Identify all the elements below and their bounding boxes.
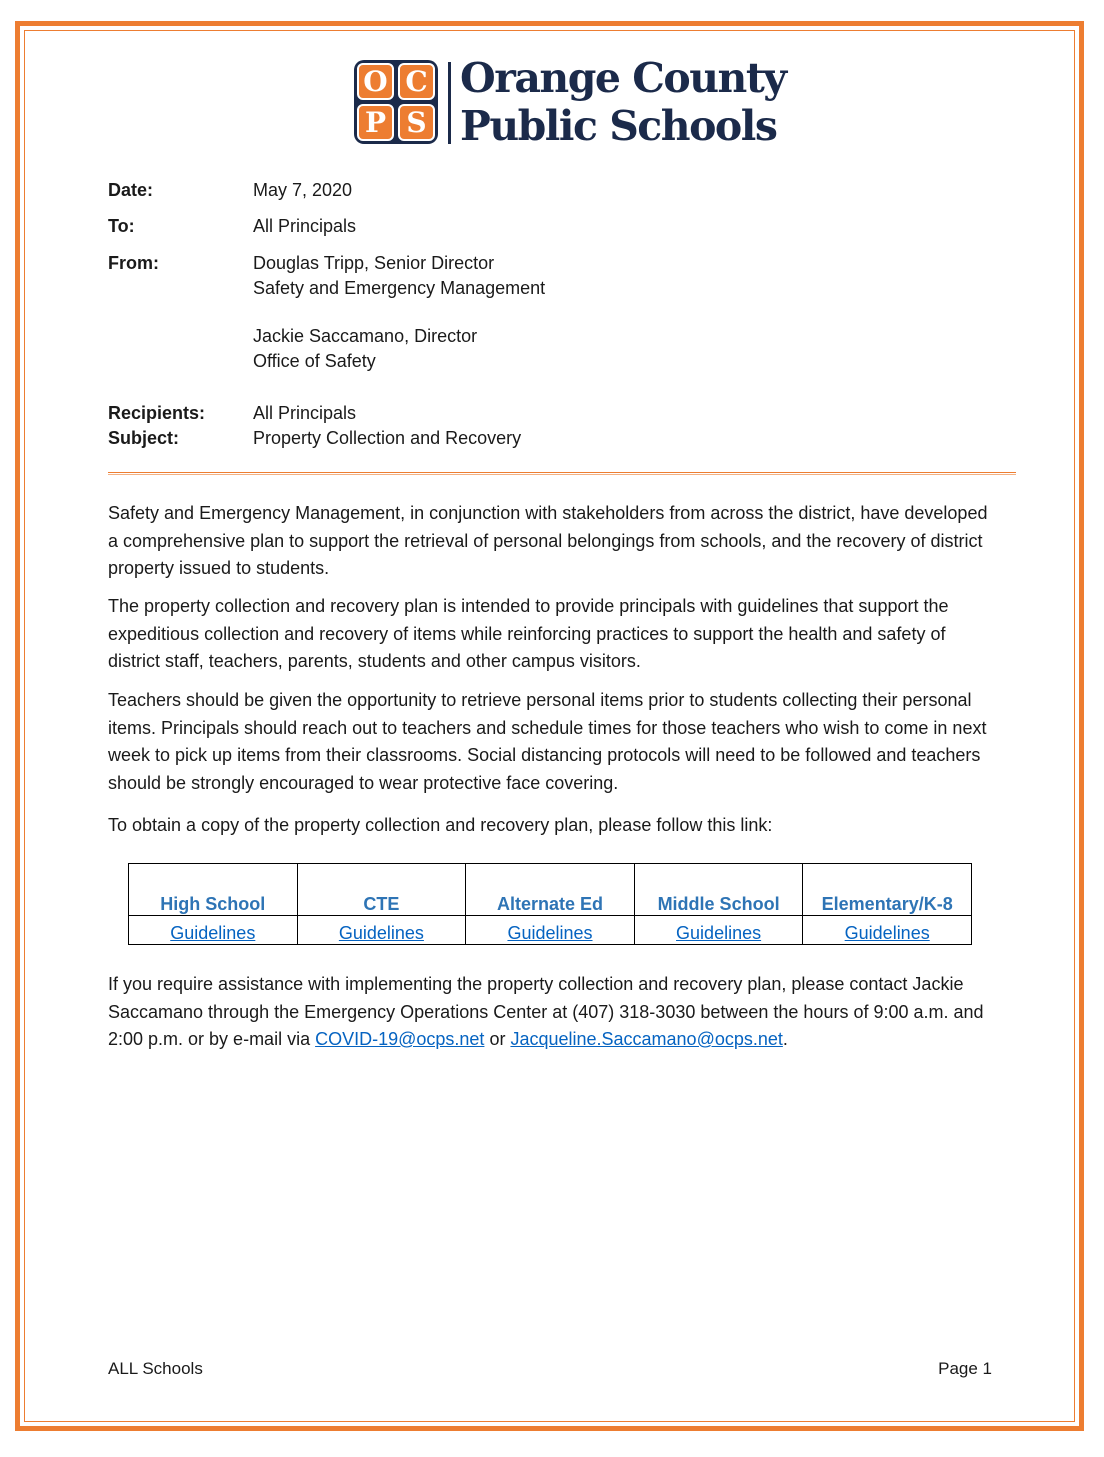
logo-mark [354, 60, 438, 144]
header-alternate-ed: Alternate Ed [466, 864, 635, 916]
covid-email-link[interactable]: COVID-19@ocps.net [315, 1029, 485, 1049]
contact-or: or [484, 1029, 511, 1049]
logo-tile-c: C [398, 63, 435, 100]
guidelines-table [128, 863, 972, 945]
elementary-k8-guidelines-link[interactable]: Guidelines [844, 923, 930, 943]
header-cte: CTE [297, 864, 466, 916]
paragraph-4: To obtain a copy of the property collection and recovery plan, please follow this link: [108, 815, 773, 835]
paragraph-1: Safety and Emergency Management, in conjunction with stakeholders from across the district, have developed a comprehensive plan to support the retrieval of personal belongings from schools, and the recovery of district property issued to students. [108, 503, 988, 578]
logo-tile-o: O [357, 63, 394, 100]
contact-end: . [782, 1029, 788, 1049]
paragraph-3: Teachers should be given the opportunity to retrieve personal items prior to students collecting their personal items. Principals should reach out to teachers and schedule times for those teachers who wish to come in next week to pick up items from their classrooms. Social distancing protocols will need to be followed and teachers should be strongly encouraged to wear protective face covering. [108, 690, 987, 793]
saccamano-email-link[interactable]: Jacqueline.Saccamano@ocps.net [510, 1029, 783, 1049]
logo-text-line1: Orange County [460, 54, 786, 102]
footer-audience: ALL Schools [108, 1359, 203, 1378]
cte-guidelines-link[interactable]: Guidelines [338, 923, 424, 943]
recipients-label: Recipients: [108, 403, 206, 423]
header-divider [108, 472, 1016, 475]
cell-middle-school [634, 916, 803, 945]
table-link-row [129, 916, 972, 945]
from-line-4: Office of Safety [253, 351, 376, 371]
to-label: To: [108, 216, 135, 236]
subject-label: Subject: [108, 428, 180, 448]
header-high-school: High School [129, 864, 298, 916]
header-elementary-k8: Elementary/K-8 [803, 864, 972, 916]
cell-alternate-ed [466, 916, 635, 945]
high-school-guidelines-link[interactable]: Guidelines [170, 923, 256, 943]
footer-page-number: Page 1 [938, 1359, 992, 1378]
recipients-value: All Principals [253, 403, 357, 423]
alternate-ed-guidelines-link[interactable]: Guidelines [507, 923, 593, 943]
date-label: Date: [108, 180, 154, 200]
middle-school-guidelines-link[interactable]: Guidelines [676, 923, 762, 943]
table-header-row [129, 864, 972, 916]
logo-text-line2: Public Schools [460, 102, 777, 150]
logo-tile-p: P [357, 104, 394, 141]
from-label: From: [108, 253, 159, 273]
cell-high-school [129, 916, 298, 945]
cell-cte [297, 916, 466, 945]
contact-text: If you require assistance with implementing the property collection and recovery plan, please contact Jackie Saccamano through the Emergency Operations Center at (407) 318-3030 between the hours of 9:00 a.m. and 2:00 p.m. or by e-mail via [108, 974, 984, 1049]
subject-value: Property Collection and Recovery [253, 428, 522, 448]
logo-tile-s: S [398, 104, 435, 141]
paragraph-2: The property collection and recovery plan is intended to provide principals with guidelines that support the expeditious collection and recovery of items while reinforcing practices to support the health and safety of district staff, teachers, parents, students and other campus visitors. [108, 596, 949, 671]
from-line-2: Safety and Emergency Management [253, 278, 546, 298]
header-middle-school: Middle School [634, 864, 803, 916]
from-line-1: Douglas Tripp, Senior Director [253, 253, 495, 273]
from-line-3: Jackie Saccamano, Director [253, 326, 478, 346]
cell-elementary-k8 [803, 916, 972, 945]
paragraph-contact [108, 971, 998, 1054]
date-value: May 7, 2020 [253, 180, 353, 200]
to-value: All Principals [253, 216, 357, 236]
logo-divider [448, 62, 451, 144]
ocps-logo [354, 54, 786, 150]
